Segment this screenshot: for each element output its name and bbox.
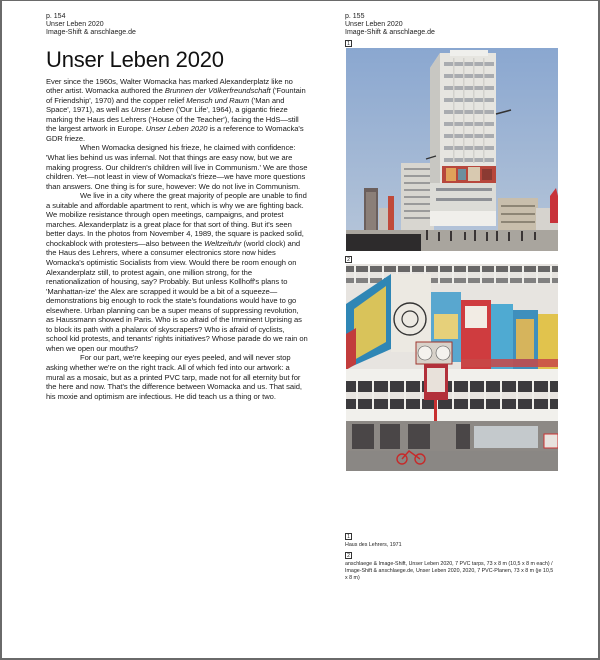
running-head-right [345, 13, 560, 38]
running-authors: Image-Shift & anschlaege.de [345, 29, 435, 37]
caption-2-marker: 2 [345, 552, 352, 559]
right-page [345, 13, 560, 38]
page-number: p. 154 [46, 13, 66, 20]
figure-1-marker: 1 [345, 40, 352, 47]
running-authors: Image-Shift & anschlaege.de [46, 29, 136, 37]
caption-2 [345, 552, 575, 582]
figure-1-photo [346, 48, 558, 251]
figure-2-marker: 2 [345, 256, 352, 263]
caption-1 [345, 533, 575, 549]
figure-2-photo [346, 264, 558, 471]
running-head-left [46, 13, 308, 38]
body-paragraph: For our part, we're keeping our eyes peeled, and will never stop asking whether we're on the right track. All of which fed into our artwork: a mural as a mosaic, but as a printed PVC tarp, made not for all eternity but for the here and now. That's the difference between Womacka and us. That said, his moxie and optimism are infectious. He did teach us a thing or two. [46, 353, 302, 401]
caption-1-marker: 1 [345, 533, 352, 540]
body-paragraph: When Womacka designed his frieze, he claimed with confidence: 'What lies behind us was infernal. Not that things are easy now, but we are making progress. Our children's children will live in Communism.' We are those children. Yet—not least in view of Womacka's frieze—we have more questions than answers. One thing is for sure, however: We do not live in Communism. [46, 143, 308, 191]
running-title: Unser Leben 2020 [345, 21, 403, 29]
body-paragraph: We live in a city where the great majority of people are unable to find a suitable and affordable apartment to rent, which is why we are fighting back. We mobilize resistance through open meetings, campaigns, and protest marches. Alexanderplatz is a great place for that sort of thing. But it's seen better days. In the photos from November 4, 1989, the square is packed solid, chockablock with protesters—also between the Weltzeituhr (world clock) and the Haus des Lehrers, where a consumer electronics store now hides Womacka's optimistic Socialists from view. Would there be room enough on Alexanderplatz still, to protest again, one million strong, for the renationalization of housing, say? Probably. But unless Kollhoff's plans to 'Manhattan-ize' the Alex are scrapped it would be a bit of a squeeze—demonstrations big enough to rock the state's foundations would have to go elsewhere. Urban planning can be a super means of suppressing revolution, as Haussmann showed in Paris. Who is so afraid of the Imminent Uprising as to block its path with a phalanx of skyscrapers? Who is afraid of cyclists, school kid protests, and tenants' rights initiatives? Whose parade do we rain on when we open our mouths? [46, 191, 308, 353]
article-body [46, 77, 308, 402]
page-number: p. 155 [345, 13, 365, 20]
unser-leben-2020-tarps-image [346, 264, 558, 471]
running-title: Unser Leben 2020 [46, 21, 104, 29]
haus-des-lehrers-1971-image [346, 48, 558, 251]
figure-captions [345, 533, 575, 585]
body-paragraph: Ever since the 1960s, Walter Womacka has marked Alexanderplatz like no other artist. Womacka authored the Brunnen der Völkerfreundschaft ('Fountain of Friendship', 1970) and the copper relief Mensch und Raum ('Man and Space', 1971), as well as Unser Leben ('Our Life', 1964), a gigantic frieze marking the Haus des Lehrers ('House of the Teacher'), facing the HdS—still the largest artwork in Europe. Unser Leben 2020 is a reference to Womacka's GDR frieze. [46, 76, 306, 143]
left-page [46, 13, 308, 401]
article-title: Unser Leben 2020 [46, 46, 224, 72]
caption-2-text: anschlaege & Image-Shift, Unser Leben 2020, 7 PVC tarps, 73 x 8 m (10,5 x 8 m each) / Image-Shift & anschlaege.de, Unser Leben 2020, 2020, 7 PVC-Planen, 73 x 8 m (je 10,5 x 8 m) [345, 561, 554, 581]
caption-1-text: Haus des Lehrers, 1971 [345, 542, 402, 548]
